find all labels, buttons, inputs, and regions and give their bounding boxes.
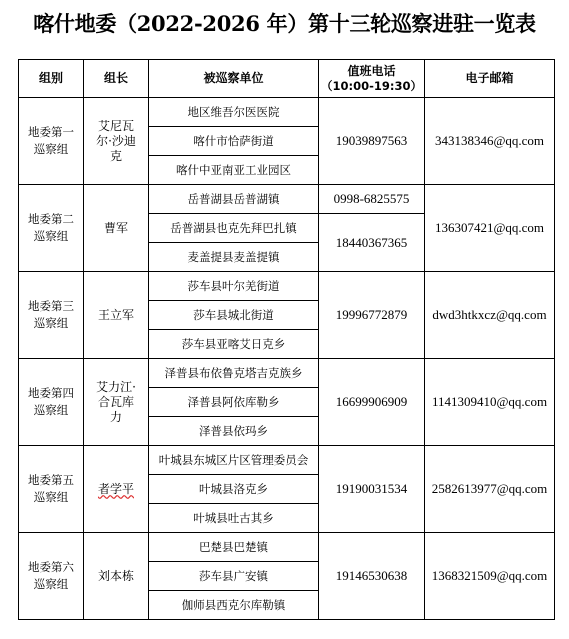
inspected-unit: 莎车县城北街道 — [149, 301, 319, 330]
group-name: 地委第六巡察组 — [19, 533, 84, 620]
inspected-unit: 地区维吾尔医医院 — [149, 98, 319, 127]
group-leader: 艾尼瓦尔·沙迪克 — [84, 98, 149, 185]
inspected-unit: 喀什中亚南亚工业园区 — [149, 156, 319, 185]
inspected-unit: 叶城县东城区片区管理委员会 — [149, 446, 319, 475]
inspected-unit: 泽普县阿依库勒乡 — [149, 388, 319, 417]
header-phone-label: 值班电话 — [347, 63, 396, 78]
inspected-unit: 莎车县叶尔羌街道 — [149, 272, 319, 301]
duty-phone: 19146530638 — [319, 533, 425, 620]
inspected-unit: 巴楚县巴楚镇 — [149, 533, 319, 562]
table-row — [19, 533, 555, 562]
group-leader-name: 者学平 — [97, 481, 134, 496]
email-address: 1141309410@qq.com — [425, 359, 555, 446]
header-group: 组别 — [19, 60, 84, 98]
table-row — [19, 272, 555, 301]
group-leader — [84, 446, 149, 533]
header-units: 被巡察单位 — [149, 60, 319, 98]
inspected-unit: 叶城县洛克乡 — [149, 475, 319, 504]
table-row — [19, 446, 555, 475]
duty-phone: 19996772879 — [319, 272, 425, 359]
email-address: dwd3htkxcz@qq.com — [425, 272, 555, 359]
inspected-unit: 伽师县西克尔库勒镇 — [149, 591, 319, 620]
group-name: 地委第三巡察组 — [19, 272, 84, 359]
inspected-unit: 泽普县布依鲁克塔吉克族乡 — [149, 359, 319, 388]
duty-phone: 19039897563 — [319, 98, 425, 185]
duty-phone: 0998-6825575 — [319, 185, 425, 214]
inspection-roster-table — [18, 59, 555, 620]
table-row — [19, 185, 555, 214]
header-phone-hours: （10:00-19:30） — [321, 78, 422, 93]
group-leader: 艾力江·合瓦库力 — [84, 359, 149, 446]
group-leader: 刘本栋 — [84, 533, 149, 620]
email-address: 1368321509@qq.com — [425, 533, 555, 620]
inspected-unit: 岳普湖县也克先拜巴扎镇 — [149, 214, 319, 243]
email-address: 136307421@qq.com — [425, 185, 555, 272]
group-name: 地委第五巡察组 — [19, 446, 84, 533]
table-header-row — [19, 60, 555, 98]
email-address: 2582613977@qq.com — [425, 446, 555, 533]
duty-phone: 19190031534 — [319, 446, 425, 533]
group-leader: 曹军 — [84, 185, 149, 272]
header-email: 电子邮箱 — [425, 60, 555, 98]
duty-phone: 16699906909 — [319, 359, 425, 446]
group-name: 地委第二巡察组 — [19, 185, 84, 272]
inspected-unit: 莎车县亚喀艾日克乡 — [149, 330, 319, 359]
email-address: 343138346@qq.com — [425, 98, 555, 185]
inspected-unit: 泽普县依玛乡 — [149, 417, 319, 446]
group-name: 地委第一巡察组 — [19, 98, 84, 185]
inspected-unit: 麦盖提县麦盖提镇 — [149, 243, 319, 272]
page-title: 喀什地委（2022-2026 年）第十三轮巡察进驻一览表 — [33, 11, 536, 36]
inspected-unit: 岳普湖县岳普湖镇 — [149, 185, 319, 214]
header-phone — [319, 60, 425, 98]
group-name: 地委第四巡察组 — [19, 359, 84, 446]
inspected-unit: 莎车县广安镇 — [149, 562, 319, 591]
table-row — [19, 98, 555, 127]
header-leader: 组长 — [84, 60, 149, 98]
duty-phone: 18440367365 — [319, 214, 425, 272]
table-row — [19, 359, 555, 388]
inspected-unit: 叶城县吐古其乡 — [149, 504, 319, 533]
inspected-unit: 喀什市恰萨街道 — [149, 127, 319, 156]
group-leader: 王立军 — [84, 272, 149, 359]
